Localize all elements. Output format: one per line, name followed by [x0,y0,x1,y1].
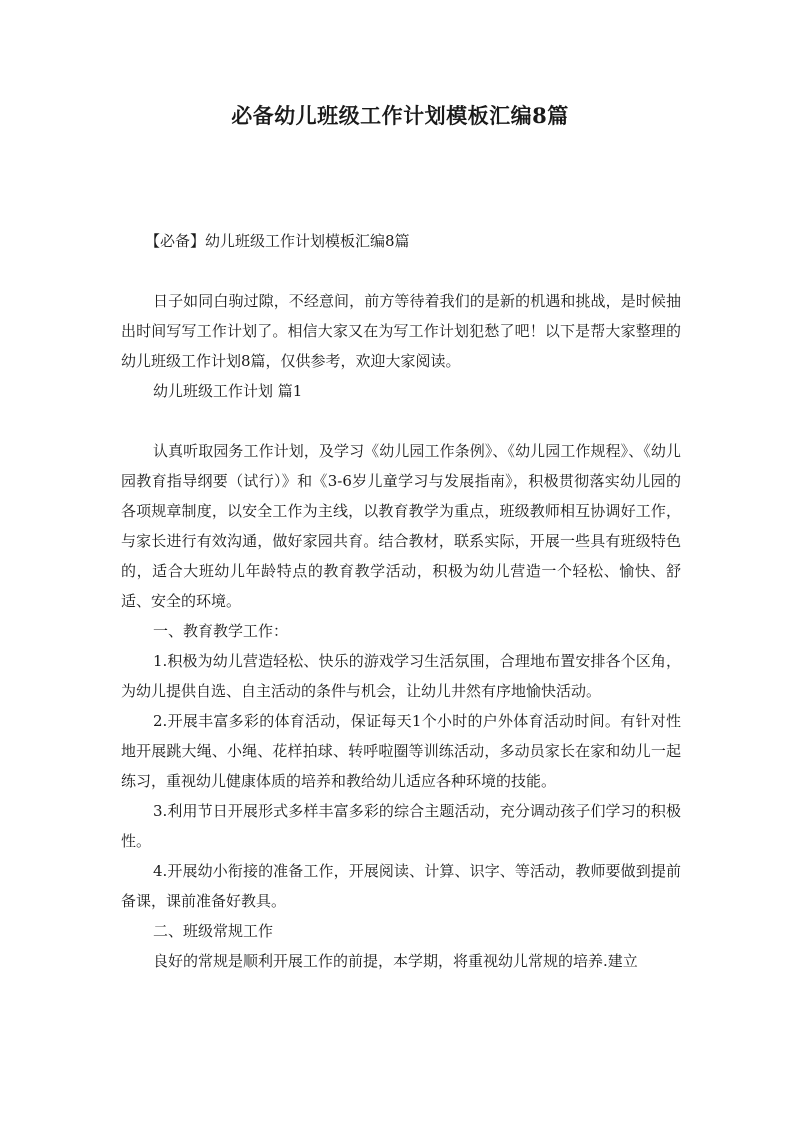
spacer [121,406,681,436]
document-body [121,226,681,976]
intro-paragraph: 日子如同白驹过隙，不经意间，前方等待着我们的是新的机遇和挑战，是时候抽出时间写写工作计划了。相信大家又在为写工作计划犯愁了吧！以下是帮大家整理的幼儿班级工作计划8篇，仅供参考，欢迎大家阅读。 [121,292,681,370]
list-item-2: 2.开展丰富多彩的体育活动，保证每天1个小时的户外体育活动时间。有针对性地开展跳大绳、小绳、花样拍球、转呼啦圈等训练活动，多动员家长在家和幼儿一起练习，重视幼儿健康体质的培养和教给幼儿适应各种环境的技能。 [121,712,681,790]
section-heading: 幼儿班级工作计划 篇1 [153,382,303,400]
document-subtitle: 【必备】幼儿班级工作计划模板汇编8篇 [145,232,410,250]
heading-class-routine: 二、班级常规工作 [153,922,274,940]
body-paragraph-2: 良好的常规是顺利开展工作的前提，本学期，将重视幼儿常规的培养.建立 [153,952,638,970]
list-item-1: 1.积极为幼儿营造轻松、快乐的游戏学习生活氛围，合理地布置安排各个区角，为幼儿提供自选、自主活动的条件与机会，让幼儿井然有序地愉快活动。 [121,652,681,700]
heading-teaching-work: 一、教育教学工作： [153,622,289,640]
list-item-4: 4.开展幼小衔接的准备工作，开展阅读、计算、识字、等活动，教师要做到提前备课，课前准备好教具。 [121,862,681,910]
document-title: 必备幼儿班级工作计划模板汇编8篇 [231,103,569,128]
body-paragraph-1: 认真听取园务工作计划，及学习《幼儿园工作条例》、《幼儿园工作规程》、《幼儿园教育指导纲要（试行）》和《3-6岁儿童学习与发展指南》，积极贯彻落实幼儿园的各项规章制度，以安全工作为主线，以教育教学为重点，班级教师相互协调好工作，与家长进行有效沟通，做好家园共育。结合教材，联系实际，开展一些具有班级特色的，适合大班幼儿年龄特点的教育教学活动，积极为幼儿营造一个轻松、愉快、舒适、安全的环境。 [121,442,681,610]
spacer [121,256,681,286]
list-item-3: 3.利用节日开展形式多样丰富多彩的综合主题活动，充分调动孩子们学习的积极性。 [121,802,681,850]
